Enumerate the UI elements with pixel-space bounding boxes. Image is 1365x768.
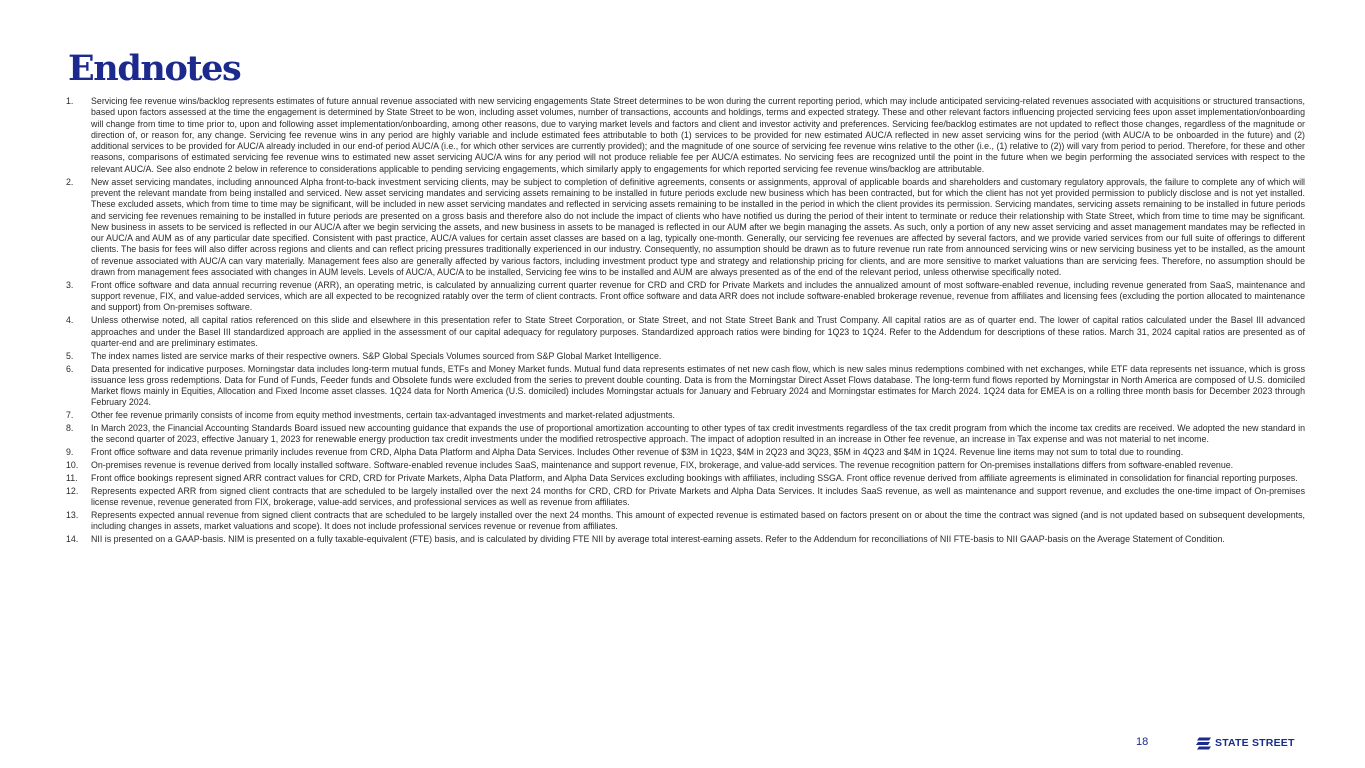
endnote-number: 2.	[66, 176, 74, 187]
endnote-number: 3.	[66, 279, 74, 290]
endnote-text: Represents expected annual revenue from signed client contracts that are scheduled to be largely installed over the next 24 months. This amount of expected revenue is estimated based on factors present on or about the time the contract was signed (and is not updated based on subsequent developments, including changes in assets, market valuations and scope). It does not include professional services revenue or revenue from affiliates.	[91, 509, 1305, 532]
endnote-item	[66, 280, 1305, 314]
endnote-number: 11.	[66, 472, 78, 483]
endnote-number: 5.	[66, 350, 74, 361]
endnote-text: On-premises revenue is revenue derived from locally installed software. Software-enabled revenue includes SaaS, maintenance and support revenue, FIX, brokerage, and value-add services. The revenue recognition pattern for On-premises installations differs from software-enabled revenue.	[91, 460, 1234, 471]
endnote-item	[66, 486, 1305, 509]
page-title: Endnotes	[68, 48, 241, 89]
endnote-item	[66, 473, 1305, 484]
endnote-number: 14.	[66, 534, 79, 545]
endnote-item	[66, 423, 1305, 446]
endnote-text: Front office software and data revenue primarily includes revenue from CRD, Alpha Data Platform and Alpha Data Services. Includes Other revenue of $3M in 1Q23, $4M in 2Q23 and 3Q23, $5M in 4Q23 and $4M in 1Q24. Revenue line items may not sum to total due to rounding.	[91, 447, 1184, 458]
endnotes-list	[66, 96, 1305, 547]
logo-text: STATE STREET	[1215, 737, 1295, 749]
endnote-text: Data presented for indicative purposes. Morningstar data includes long-term mutual funds, ETFs and Money Market funds. Mutual fund data represents estimates of net new cash flow, which is new sales minus redemptions combined with net exchanges, while ETF data represents net issuance, which is gross issuance less gross redemptions. Data for Fund of Funds, Feeder funds and Obsolete funds were excluded from the series to prevent double counting. Data is from the Morningstar Direct Asset Flows database. The long-term fund flows reported by Morningstar in North America are composed of U.S. domiciled Market flows mainly in Equities, Allocation and Fixed Income asset classes. 1Q24 data for North America (U.S. domiciled) includes Morningstar actuals for January and February 2024 and Morningstar estimates for March 2024. 1Q24 data for EMEA is on a rolling three month basis for December 2023 through February 2024.	[91, 363, 1305, 408]
endnote-number: 1.	[66, 96, 74, 106]
endnote-text: Front office bookings represent signed ARR contract values for CRD, CRD for Private Markets, Alpha Data Platform, and Alpha Data Services excluding bookings with affiliates, including SSGA. Front office revenue derived from affiliate agreements is eliminated in consolidation for financial reporting purposes.	[91, 472, 1298, 483]
endnote-item	[66, 315, 1305, 349]
endnote-item	[66, 96, 1305, 175]
endnote-text: Represents expected ARR from signed client contracts that are scheduled to be largely installed over the next 24 months for CRD, CRD for Private Markets and Alpha Data Services. It includes SaaS revenue, as well as maintenance and support revenue, and excludes the one-time impact of On-premises license revenue, revenue generated from FIX, brokerage, value-add services, and professional services as well as revenue from affiliates.	[91, 485, 1305, 508]
endnote-text: NII is presented on a GAAP-basis. NIM is presented on a fully taxable-equivalent (FTE) basis, and is calculated by dividing FTE NII by average total interest-earning assets. Refer to the Addendum for reconciliations of NII FTE-basis to NII GAAP-basis on the Average Statement of Condition.	[91, 534, 1225, 545]
state-street-logo	[1196, 735, 1295, 751]
state-street-stripes-icon	[1196, 736, 1212, 751]
endnote-item	[66, 177, 1305, 279]
endnote-number: 12.	[66, 485, 79, 496]
endnote-item	[66, 534, 1305, 545]
endnote-text: Unless otherwise noted, all capital ratios referenced on this slide and elsewhere in this presentation refer to State Street Corporation, or State Street, and not State Street Bank and Trust Company. All capital ratios are as of quarter end. The lower of capital ratios calculated under the Basel III advanced approaches and under the Basel III standardized approach are applied in the assessment of our capital adequacy for regulatory purposes. Standardized approach ratios were binding for 1Q23 to 1Q24. Refer to the Addendum for descriptions of these ratios. March 31, 2024 capital ratios are presented as of quarter-end and are preliminary estimates.	[91, 315, 1305, 348]
endnote-number: 8.	[66, 423, 74, 434]
endnote-text: Front office software and data annual recurring revenue (ARR), an operating metric, is calculated by annualizing current quarter revenue for CRD and CRD for Private Markets and includes the annualized amount of most software-enabled revenue, including revenue generated from SaaS, maintenance and support revenue, FIX, and value-added services, which are all expected to be recognized ratably over the term of client contracts. Front office software and data ARR does not include software-enabled brokerage revenue, revenue from affiliates and licensing fees (excluding the portion allocated to maintenance and support) from On-premises software.	[91, 279, 1305, 313]
endnote-number: 6.	[66, 363, 74, 374]
page-number: 18	[1136, 736, 1149, 748]
endnote-text: In March 2023, the Financial Accounting Standards Board issued new accounting guidance that expands the use of proportional amortization accounting to other types of tax credit investments regardless of the tax credit program from which the income tax credits are received. We adopted the new standard in the second quarter of 2023, effective January 1, 2023 for renewable energy production tax credit investments under the modified retrospective approach. The impact of adoption resulted in an increase in Other fee revenue, an increase in Tax expense and was not material to net income.	[91, 423, 1305, 445]
endnote-number: 13.	[66, 509, 79, 520]
endnote-number: 10.	[66, 460, 79, 471]
endnote-text: Servicing fee revenue wins/backlog represents estimates of future annual revenue associated with new servicing engagements State Street determines to be won during the current reporting period, which may include anticipated servicing-related revenues associated with acquisitions or structured transactions, based upon factors assessed at the time the engagement is determined by State Street to be won, including asset volumes, number of transactions, accounts and holdings, terms and expected strategy. These and other relevant factors influencing projected servicing fees upon asset implementation/onboarding will change from time to time prior to, upon and following asset implementation/onboarding, among other reasons, due to varying market levels and factors and client and investor activity and preferences. Servicing fee/backlog estimates are not updated to reflect those changes, regardless of the magnitude or direction of, or reason for, any change. Servicing fee revenue wins in any period are highly variable and include estimated fees attributable to both (1) services to be provided for new estimated AUC/A reflected in new asset servicing wins for the period (with AUC/A to be onboarded in the future) and (2) additional services to be provided for AUC/A already included in our end-of period AUC/A (i.e., for which other services are currently provided); and the magnitude of one source of servicing fee revenue wins relative to the other (i.e., (1) relative to (2)) will vary from period to period. Therefore, for these and other reasons, comparisons of estimated servicing fee revenue wins to estimated new asset servicing AUC/A wins for any period will not produce reliable fee per AUC/A estimates. No servicing fees are recognized until the point in the future when we begin performing the associated services with respect to the relevant AUC/A. See also endnote 2 below in reference to considerations applicable to pending servicing engagements, which similarly apply to engagements for which reported servicing fee revenue wins/backlog are attributable.	[91, 96, 1305, 174]
endnote-text: The index names listed are service marks of their respective owners. S&P Global Specials Volumes sourced from S&P Global Market Intelligence.	[91, 350, 662, 361]
endnote-text: New asset servicing mandates, including announced Alpha front-to-back investment servicing clients, may be subject to completion of definitive agreements, consents or assignments, approval of applicable boards and shareholders and customary regulatory approvals, the failure to complete any of which will prevent the relevant mandate from being installed and serviced. New asset servicing mandates and servicing assets remaining to be installed in future periods exclude new business which has been contracted, but for which the client has not yet provided permission to publicly disclose and is not yet installed. These excluded assets, which from time to time may be significant, will be included in new asset servicing mandates and reflected in servicing assets remaining to be installed in the period in which the client provides its permission. Servicing mandates, servicing assets remaining to be installed in future periods and servicing fee revenues remaining to be installed in future periods are presented on a gross basis and therefore also do not include the impact of clients who have notified us during the period of their intent to terminate or reduce their relationship with State Street, which from time to time may be significant. New business in assets to be serviced is reflected in our AUC/A after we begin servicing the assets, and new business in assets to be managed is reflected in our AUM after we begin managing the assets. As such, only a portion of any new asset servicing and asset management mandates may be reflected in our AUC/A and AUM as of any particular date specified. Consistent with past practice, AUC/A values for certain asset classes are based on a lag, typically one-month. Generally, our servicing fee revenues are affected by several factors, and we provide varied services from our full suite of offerings to different clients. The basis for fees will also differ across regions and clients and can reflect pricing pressures traditionally experienced in our industry. Consequently, no assumption should be drawn as to future revenue run rate from announced servicing wins or new servicing business yet to be installed, as the amount of revenue associated with AUC/A can vary materially. Management fees also are generally affected by various factors, including investment product type and strategy and relationship pricing for clients, and are more sensitive to market valuations than are servicing fees. Therefore, no assumption should be drawn from management fees associated with changes in AUM levels. Levels of AUC/A, AUC/A to be installed, Servicing fee wins to be installed and AUM are always presented as of the end of the relevant period, unless otherwise specifically noted.	[91, 176, 1305, 277]
endnote-item	[66, 460, 1305, 471]
endnote-item	[66, 351, 1305, 362]
endnote-text: Other fee revenue primarily consists of income from equity method investments, certain tax-advantaged investments and market-related adjustments.	[91, 410, 675, 421]
endnote-item	[66, 447, 1305, 458]
endnote-number: 4.	[66, 315, 74, 326]
endnote-item	[66, 364, 1305, 409]
endnote-item	[66, 510, 1305, 533]
endnote-number: 7.	[66, 410, 74, 421]
endnote-number: 9.	[66, 447, 74, 458]
endnote-item	[66, 410, 1305, 421]
